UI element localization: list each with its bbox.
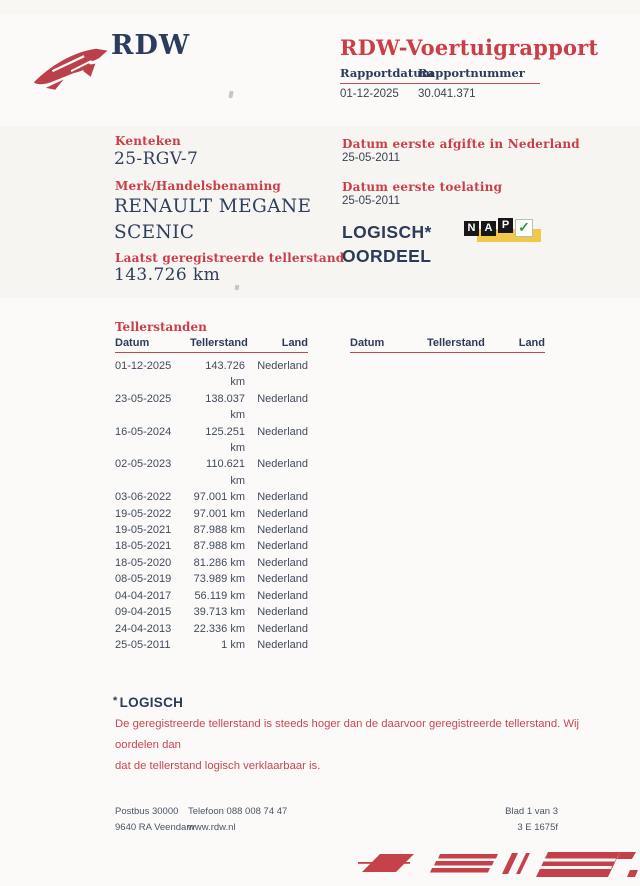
- header-datum: Datum: [115, 337, 150, 349]
- table-row: [115, 506, 308, 522]
- cell-land: Nederland: [257, 606, 308, 619]
- footer-form-code: 3 E 1675f: [517, 822, 558, 833]
- nap-letter-p: P: [498, 218, 513, 233]
- meter-readings-table-empty: [350, 337, 545, 353]
- footnote-title-text: LOGISCH: [119, 695, 184, 710]
- footer-page-indicator: Blad 1 van 3: [505, 806, 558, 817]
- table-row: [115, 588, 308, 604]
- footer-website: www.rdw.nl: [188, 822, 236, 833]
- footnote-text: [115, 714, 585, 777]
- nap-letter-a: A: [481, 221, 496, 236]
- footnote-line2: dat de tellerstand logisch verklaarbaar is.: [115, 760, 321, 772]
- footnote-asterisk: *: [113, 695, 118, 707]
- scan-speck: [228, 91, 233, 99]
- table-row: [115, 391, 308, 424]
- merk-value-line1: RENAULT MEGANE: [114, 196, 312, 217]
- cell-km: 125.251 km: [205, 425, 245, 455]
- footnote-title: [113, 695, 183, 710]
- cell-date: 18-05-2020: [115, 556, 172, 569]
- cell-km: 143.726 km: [205, 360, 245, 389]
- table-row: [115, 571, 308, 587]
- merk-value: [114, 194, 311, 246]
- cell-land: Nederland: [257, 360, 308, 372]
- cell-km: 97.001 km: [193, 491, 245, 504]
- cell-date: 03-06-2022: [115, 491, 172, 504]
- report-date-value: 01-12-2025: [340, 88, 399, 100]
- nap-check-icon: ✓: [515, 219, 533, 237]
- header-datum: Datum: [350, 337, 385, 349]
- table-row: [115, 358, 308, 391]
- cell-land: Nederland: [257, 392, 308, 405]
- table-row: [115, 489, 308, 505]
- cell-date: 24-04-2013: [115, 622, 172, 635]
- cell-km: 39.713 km: [193, 606, 245, 619]
- cell-km: 97.001 km: [193, 507, 245, 520]
- report-meta: [340, 66, 540, 100]
- table-header-row: [115, 337, 308, 353]
- footnote-line1: De geregistreerde tellerstand is steeds hoger dan de daarvoor geregistreerde tellerstand. Wij oordelen dan: [115, 718, 580, 751]
- cell-date: 19-05-2022: [115, 507, 172, 520]
- tellerstanden-section-title: Tellerstanden: [115, 320, 207, 334]
- cell-date: 18-05-2021: [115, 540, 172, 553]
- cell-date: 16-05-2024: [115, 425, 172, 438]
- toelating-label: Datum eerste toelating: [342, 180, 503, 194]
- nap-logo: [464, 219, 550, 251]
- meter-readings-table: [115, 337, 308, 653]
- cell-land: Nederland: [257, 524, 308, 537]
- cell-land: Nederland: [257, 589, 308, 602]
- report-number-label: Rapportnummer: [418, 66, 540, 84]
- cell-date: 04-04-2017: [115, 589, 172, 602]
- cell-km: 1 km: [221, 638, 245, 651]
- cell-date: 08-05-2019: [115, 573, 172, 586]
- laatste-tellerstand-value: 143.726 km: [114, 265, 221, 285]
- nap-letter-n: N: [464, 221, 479, 236]
- header-land: Land: [281, 337, 308, 349]
- table-row: [115, 604, 308, 620]
- verdict-text: [342, 221, 432, 268]
- table-header-row: [350, 337, 545, 353]
- cell-date: 02-05-2023: [115, 458, 172, 471]
- cell-land: Nederland: [257, 622, 308, 635]
- cell-km: 138.037 km: [205, 392, 245, 422]
- meter-readings-rows: [115, 353, 308, 653]
- merk-label: Merk/Handelsbenaming: [115, 179, 282, 193]
- report-date-label: Rapportdatum: [340, 66, 418, 84]
- afgifte-label: Datum eerste afgifte in Nederland: [342, 137, 580, 151]
- cell-land: Nederland: [257, 638, 308, 651]
- header-land: Land: [518, 337, 545, 349]
- table-row: [115, 621, 308, 637]
- cell-km: 110.621 km: [206, 458, 245, 487]
- cell-date: 25-05-2011: [115, 638, 171, 651]
- kenteken-label: Kenteken: [115, 134, 181, 148]
- cell-date: 09-04-2015: [115, 606, 172, 619]
- scan-shading-band: [0, 126, 640, 298]
- table-row: [115, 555, 308, 571]
- cell-km: 73.989 km: [193, 573, 245, 586]
- footer-city: 9640 RA Veendam: [115, 822, 195, 833]
- cell-land: Nederland: [257, 458, 308, 471]
- page-title: RDW-Voertuigrapport: [340, 35, 599, 60]
- laatste-tellerstand-label: Laatst geregistreerde tellerstand: [115, 251, 345, 265]
- scan-shading-top: [0, 0, 640, 14]
- cell-land: Nederland: [257, 540, 308, 553]
- afgifte-value: 25-05-2011: [342, 152, 400, 164]
- rdw-logo-text: RDW: [111, 30, 191, 61]
- merk-value-line2: SCENIC: [114, 222, 195, 243]
- header-tellerstand: Tellerstand: [190, 337, 248, 349]
- cell-date: 01-12-2025: [115, 360, 172, 372]
- footer-postbus: Postbus 30000: [115, 806, 179, 817]
- cell-land: Nederland: [257, 507, 308, 520]
- toelating-value: 25-05-2011: [342, 195, 400, 207]
- cell-km: 22.336 km: [193, 622, 245, 635]
- table-row: [115, 522, 308, 538]
- cell-date: 19-05-2021: [115, 524, 172, 537]
- table-row: [115, 424, 308, 457]
- table-row: [115, 456, 308, 489]
- table-row: [115, 637, 308, 653]
- cell-km: 81.286 km: [193, 556, 245, 569]
- footer-phone: Telefoon 088 008 74 47: [188, 806, 288, 817]
- rdw-bird-logo-icon: [30, 40, 114, 92]
- cell-km: 56.119 km: [194, 589, 245, 602]
- verdict-line2: OORDEEL: [342, 245, 432, 266]
- cell-km: 87.988 km: [193, 540, 245, 553]
- report-number-value: 30.041.371: [418, 88, 476, 100]
- cell-date: 23-05-2025: [115, 392, 172, 405]
- verdict-line1: LOGISCH*: [342, 222, 432, 242]
- cell-land: Nederland: [257, 556, 308, 569]
- kenteken-value: 25-RGV-7: [114, 149, 199, 169]
- cell-land: Nederland: [257, 425, 308, 438]
- rdw-speed-stripes-graphic: [352, 846, 638, 884]
- cell-km: 87.988 km: [193, 524, 245, 537]
- cell-land: Nederland: [257, 573, 308, 586]
- cell-land: Nederland: [257, 491, 308, 504]
- header-tellerstand: Tellerstand: [427, 337, 485, 349]
- table-row: [115, 538, 308, 554]
